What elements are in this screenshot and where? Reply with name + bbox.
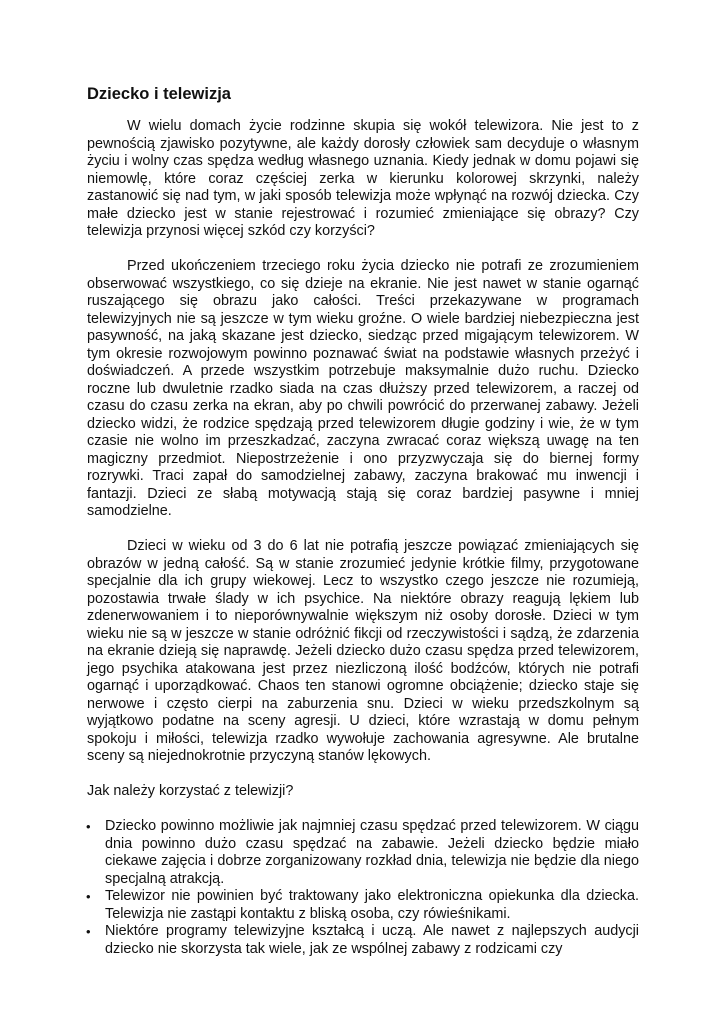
bullet-icon: • xyxy=(86,819,91,834)
list-item-text: Telewizor nie powinien być traktowany jako elektroniczna opiekunka dla dziecka. Telewizja nie zastąpi kontaktu z bliską osoba, czy rówieśnikami. xyxy=(105,888,639,922)
paragraph-under-three: Przed ukończeniem trzeciego roku życia dziecko nie potrafi ze zrozumieniem obserwować wszystkiego, co się dzieje na ekranie. Nie jest nawet w stanie ogarnąć ruszającego się obrazu jako całości. Treści przekazywane w programach telewizyjnych nie są jeszcze w tym wieku groźne. O wiele bardziej niebezpieczna jest pasywność, na jaką skazane jest dziecko, siedząc przed migającym telewizorem. W tym okresie rozwojowym powinno poznawać świat na podstawie własnych przeżyć i doświadczeń. A przede wszystkim potrzebuje maksymalnie dużo ruchu. Dziecko roczne lub dwuletnie rzadko siada na czas dłuższy przed telewizorem, a raczej od czasu do czasu zerka na ekran, aby po chwili powrócić do przerwanej zabawy. Jeżeli dziecko widzi, że rodzice spędzają przed telewizorem długie godziny i wie, że w tym czasie nie wolno im przeszkadzać, zaczyna zwracać coraz większą uwagę na ten magiczny przedmiot. Niepostrzeżenie i ono przyzwyczaja się do biernej formy rozrywki. Traci zapał do samodzielnej zabawy, zaczyna brakować mu inwencji i fantazji. Dzieci ze słabą motywacją stają się coraz bardziej pasywne i mniej samodzielne. xyxy=(87,258,639,519)
document-content xyxy=(87,84,639,958)
list-item xyxy=(87,923,639,958)
bullet-icon: • xyxy=(86,924,91,939)
document-title: Dziecko i telewizja xyxy=(87,85,231,103)
list-item-text: Niektóre programy telewizyjne kształcą i uczą. Ale nawet z najlepszych audycji dziecko nie skorzysta tak wiele, jak ze wspólnej zabawy z rodzicami czy xyxy=(105,923,639,957)
list-item xyxy=(87,888,639,923)
list-item-text: Dziecko powinno możliwie jak najmniej czasu spędzać przed telewizorem. W ciągu dnia powinno dużo czasu spędzać na zabawie. Jeżeli dziecko będzie miało ciekawe zajęcia i dobrze zorganizowany rozkład dnia, telewizja nie będzie dla niego specjalną atrakcją. xyxy=(105,818,639,887)
paragraph-intro: W wielu domach życie rodzinne skupia się wokół telewizora. Nie jest to z pewnością zjawisko pozytywne, ale każdy dorosły człowiek sam decyduje o własnym życiu i wolny czas spędza według własnego uznania. Kiedy jednak w domu pojawi się niemowlę, które coraz częściej zerka w kierunku kolorowej skrzynki, należy zastanowić się nad tym, w jaki sposób telewizja może wpłynąć na rozwój dziecka. Czy małe dziecko jest w stanie rejestrować i rozumieć zmieniające się obrazy? Czy telewizja przynosi więcej szkód czy korzyści? xyxy=(87,118,639,239)
bullet-icon: • xyxy=(86,889,91,904)
bullet-list xyxy=(87,818,639,958)
list-item xyxy=(87,818,639,888)
paragraph-three-to-six: Dzieci w wieku od 3 do 6 lat nie potrafią jeszcze powiązać zmieniających się obrazów w jedną całość. Są w stanie zrozumieć jedynie krótkie filmy, przygotowane specjalnie dla ich grupy wiekowej. Lecz to wszystko czego jeszcze nie rozumieją, pozostawia trwałe ślady w ich psychice. Na niektóre obrazy reagują lękiem lub zdenerwowaniem i to nieporównywalnie większym niż osoby dorosłe. Dzieci w tym wieku nie są w jeszcze w stanie odróżnić fikcji od rzeczywistości i sądzą, że zdarzenia na ekranie dzieją się naprawdę. Jeżeli dziecko dużo czasu spędza przed telewizorem, jego psychika atakowana jest przez niezliczoną ilość bodźców, których nie potrafi ogarnąć i uporządkować. Chaos ten stanowi ogromne obciążenie; dziecko staje się nerwowe i często cierpi na zaburzenia snu. Dzieci w wieku przedszkolnym są wyjątkowo podatne na sceny agresji. U dzieci, które wzrastają w domu pełnym spokoju i miłości, telewizja rzadko wywołuje zachowania agresywne. Ale brutalne sceny są niejednokrotnie przyczyną stanów lękowych. xyxy=(87,538,639,764)
section-question: Jak należy korzystać z telewizji? xyxy=(87,783,294,799)
